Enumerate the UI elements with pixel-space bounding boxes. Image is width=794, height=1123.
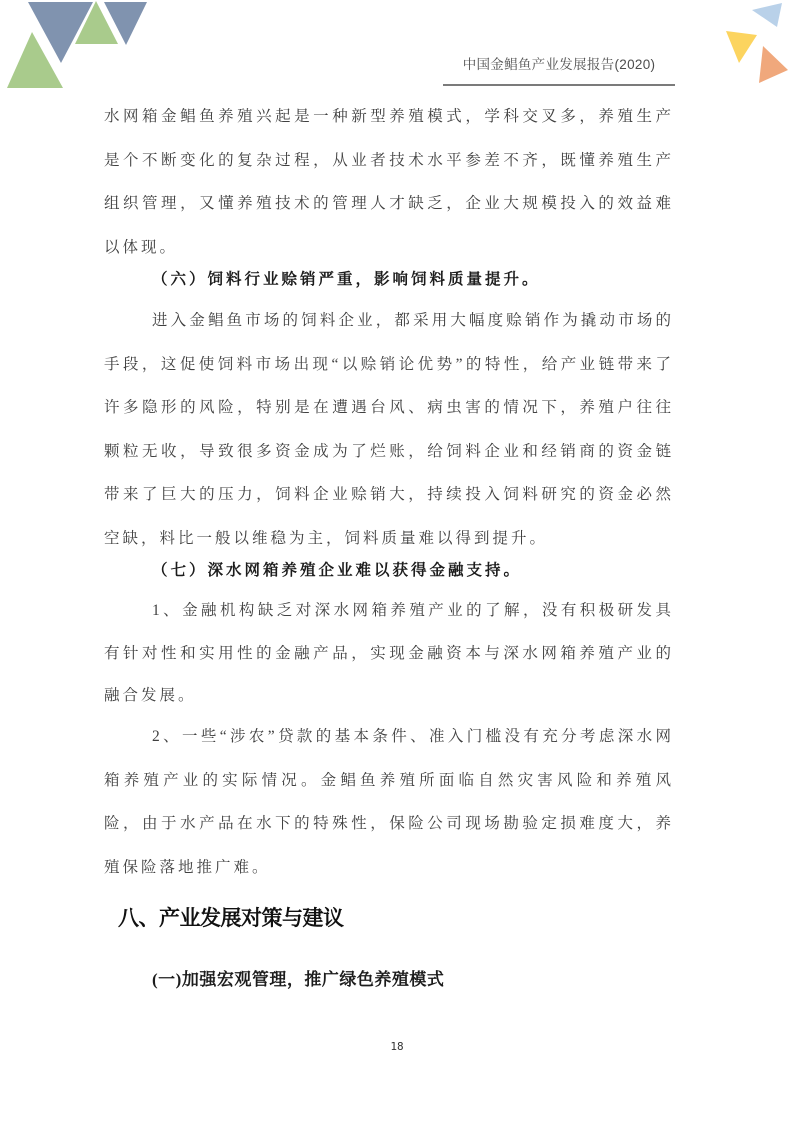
logo-triangles-left xyxy=(0,0,150,95)
corner-yellow-triangle-icon xyxy=(726,31,757,63)
heading-six: （六）饲料行业赊销严重，影响饲料质量提升。 xyxy=(152,271,541,288)
corner-blue-triangle-icon xyxy=(752,3,782,27)
report-header-title: 中国金鲳鱼产业发展报告(2020) xyxy=(443,56,675,86)
corner-orange-triangle-icon xyxy=(759,46,788,83)
page-number: 18 xyxy=(390,1040,404,1053)
section-heading-eight: 八、产业发展对策与建议 xyxy=(118,907,344,930)
list-paragraph-2: 2、一些“涉农”贷款的基本条件、准入门槛没有充分考虑深水网箱养殖产业的实际情况。金鲳鱼养殖所面临自然灾害风险和养殖风险，由于水产品在水下的特殊性，保险公司现场勘验定损难度大，养殖保险落地推广难。 xyxy=(104,728,674,876)
body-paragraph-continuation: 水网箱金鲳鱼养殖兴起是一种新型养殖模式，学科交叉多，养殖生产是个不断变化的复杂过程，从业者技术水平参差不齐，既懂养殖生产组织管理，又懂养殖技术的管理人才缺乏，企业大规模投入的效益难以体现。 xyxy=(104,108,674,256)
list-paragraph-1: 1、金融机构缺乏对深水网箱养殖产业的了解，没有积极研发具有针对性和实用性的金融产品，实现金融资本与深水网箱养殖产业的融合发展。 xyxy=(104,602,674,704)
logo-triangles-right xyxy=(710,0,794,95)
sub-section-heading-one: (一)加强宏观管理，推广绿色养殖模式 xyxy=(152,970,445,989)
heading-seven: （七）深水网箱养殖企业难以获得金融支持。 xyxy=(152,562,523,579)
body-paragraph-feed-credit: 进入金鲳鱼市场的饲料企业，都采用大幅度赊销作为撬动市场的手段，这促使饲料市场出现“以赊销论优势”的特性，给产业链带来了许多隐形的风险，特别是在遭遇台风、病虫害的情况下，养殖户往往颗粒无收，导致很多资金成为了烂账，给饲料企业和经销商的资金链带来了巨大的压力，饲料企业赊销大，持续投入饲料研究的资金必然空缺，料比一般以维稳为主，饲料质量难以得到提升。 xyxy=(104,312,674,547)
